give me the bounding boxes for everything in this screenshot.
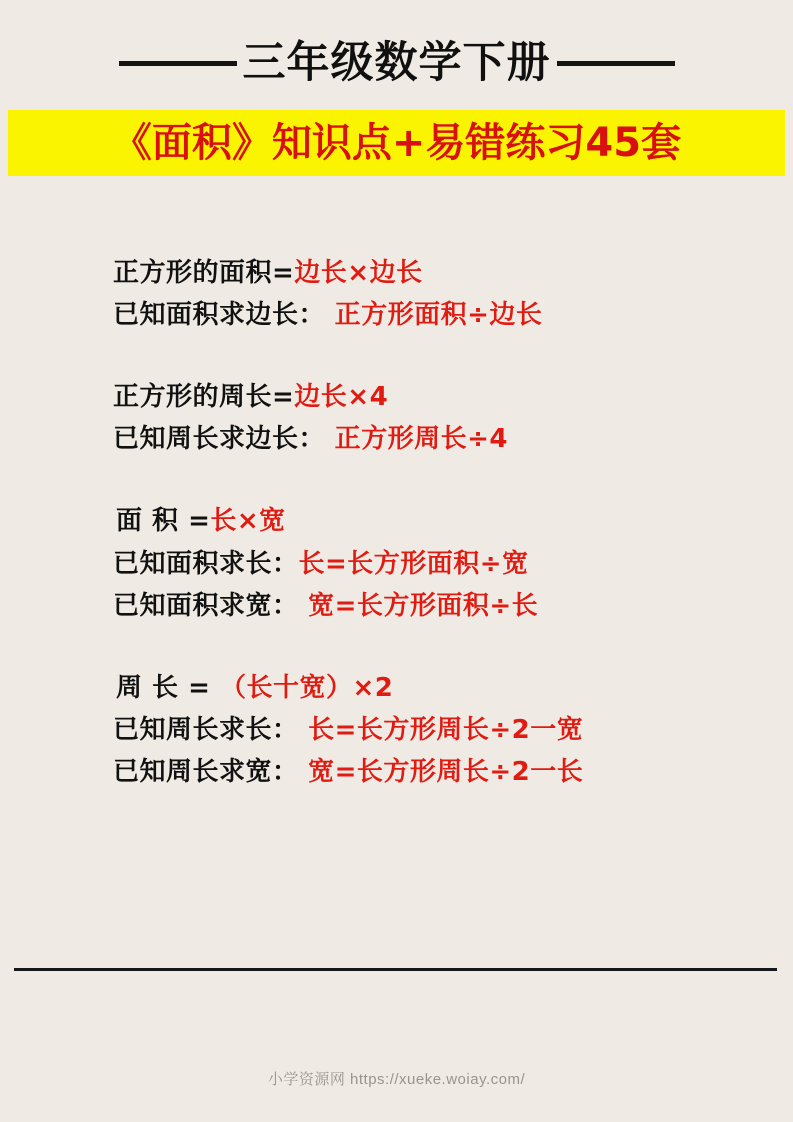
formula-line <box>113 709 793 751</box>
formula-line <box>113 667 793 709</box>
subtitle-banner <box>8 110 785 176</box>
formula-value: 长=长方形面积÷宽 <box>298 548 529 579</box>
formula-line <box>113 543 793 585</box>
formula-label: 已知周长求长： <box>113 714 299 745</box>
formula-value: 正方形周长÷4 <box>325 424 508 455</box>
formula-value: 边长×边长 <box>294 258 423 288</box>
formula-line <box>113 418 793 460</box>
formula-value: 宽=长方形周长÷2一长 <box>298 756 584 787</box>
formula-label: 已知周长求边长： <box>113 424 326 455</box>
title-rule-left <box>119 61 237 66</box>
watermark: 小学资源网 https://xueke.woiay.com/ <box>267 1071 526 1088</box>
page-title: 三年级数学下册 <box>242 38 551 88</box>
formula-label: 已知面积求宽： <box>113 590 299 621</box>
formula-line <box>113 252 793 294</box>
formula-value: 长×宽 <box>210 506 286 537</box>
subtitle-text: 《面积》知识点+易错练习45套 <box>111 120 682 166</box>
formula-value: 长=长方形周长÷2一宽 <box>298 714 584 745</box>
document-title-row <box>0 40 793 87</box>
formula-label: 正方形的周长= <box>113 382 295 413</box>
formula-group <box>0 376 793 460</box>
formula-line <box>113 585 793 627</box>
formula-label: 面 积 = <box>116 506 211 537</box>
title-rule-right <box>557 61 675 66</box>
formula-group <box>0 667 793 793</box>
formula-label: 已知周长求宽： <box>113 756 299 787</box>
formula-value: 宽=长方形面积÷长 <box>298 590 539 621</box>
formula-value: 边长×4 <box>294 382 389 413</box>
formula-line <box>113 500 793 542</box>
formula-label: 已知面积求边长： <box>113 300 326 331</box>
formula-label: 正方形的面积= <box>113 258 295 288</box>
formula-list <box>0 252 793 833</box>
formula-group <box>0 252 793 336</box>
formula-value: （长十宽）×2 <box>219 672 394 703</box>
formula-line <box>113 294 793 336</box>
horizontal-divider <box>14 968 777 971</box>
formula-label: 已知面积求长： <box>113 548 299 579</box>
formula-line <box>113 751 793 793</box>
formula-line <box>113 376 793 418</box>
formula-label: 周 长 = <box>116 672 220 703</box>
formula-group <box>0 500 793 626</box>
formula-value: 正方形面积÷边长 <box>325 300 543 331</box>
